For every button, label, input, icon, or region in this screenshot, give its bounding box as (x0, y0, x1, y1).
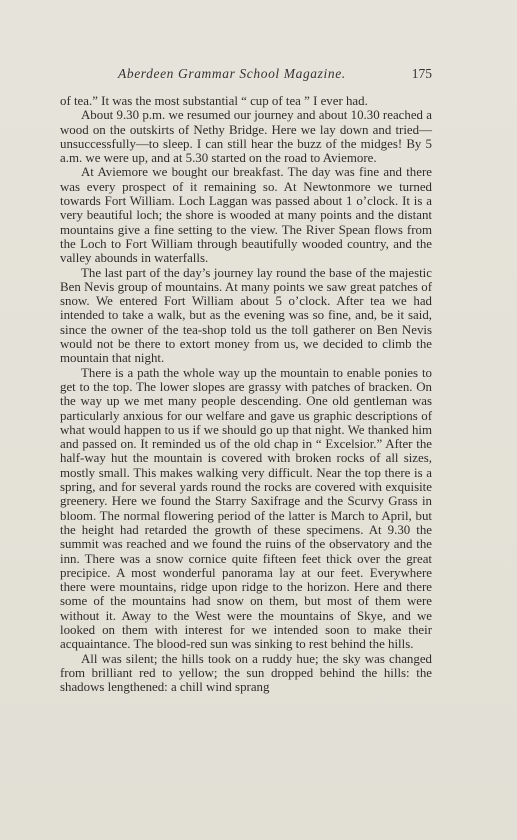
paragraph-5: There is a path the whole way up the mountain to enable ponies to get to the top. The lower slopes are grassy with patches of bracken. On the way up we met many people descending. One old gentleman was particularly anxious for our welfare and gave us graphic descriptions of what would happen to us if we should go up that night. We thanked him and passed on. It reminded us of the old chap in “ Excelsior.” After the half-way hut the mountain is covered with broken rocks of all sizes, mostly small. This makes walking very difficult. Near the top there is a spring, and for several yards round the rocks are covered with exquisite greenery. Here we found the Starry Saxifrage and the Scurvy Grass in bloom. The normal flowering period of the latter is March to April, but the height had retarded the growth of these specimens. At 9.30 the summit was reached and we found the ruins of the observatory and the inn. There was a snow cornice quite fifteen feet thick over the great precipice. A most wonderful panorama lay at our feet. Everywhere there were mountains, ridge upon ridge to the horizon. Here and there some of the mountains had snow on them, but most of them were without it. Away to the West were the mountains of Skye, and we looked on them with interest for we intended soon to make their acquaintance. The blood-red sun was sinking to rest behind the hills. (60, 365, 432, 652)
page-number: 175 (411, 66, 432, 81)
running-title: Aberdeen Grammar School Magazine. (118, 66, 346, 81)
running-header (58, 66, 432, 82)
paragraph-1: of tea.” It was the most substantial “ cup of tea ” I ever had. (60, 94, 368, 108)
paragraph-4: The last part of the day’s journey lay round the base of the majestic Ben Nevis group of mountains. At many points we saw great patches of snow. We entered Fort William about 5 o’clock. After tea we had intended to take a walk, but as the evening was so fine, and, be it said, since the owner of the tea-shop told us the toll gatherer on Ben Nevis would not be there to extort money from us, we decided to climb the mountain that night. (60, 265, 432, 366)
paragraph-2: About 9.30 p.m. we resumed our journey and about 10.30 reached a wood on the outskirts of Nethy Bridge. Here we lay down and tried—unsuccessfully—to sleep. I can still hear the buzz of the midges! By 5 a.m. we were up, and at 5.30 started on the road to Aviemore. (60, 108, 432, 166)
article-body (60, 94, 432, 694)
paragraph-6: All was silent; the hills took on a ruddy hue; the sky was changed from brilliant red to yellow; the sun dropped behind the hills: the shadows lengthened: a chill wind sprang (60, 651, 432, 695)
paragraph-3: At Aviemore we bought our breakfast. The day was fine and there was every prospect of it remaining so. At Newtonmore we turned towards Fort William. Loch Laggan was passed about 1 o’clock. It is a very beautiful loch; the shore is wooded at many points and the distant mountains give a fine setting to the view. The River Spean flows from the Loch to Fort William through beautifully wooded country, and the valley abounds in waterfalls. (60, 165, 432, 266)
